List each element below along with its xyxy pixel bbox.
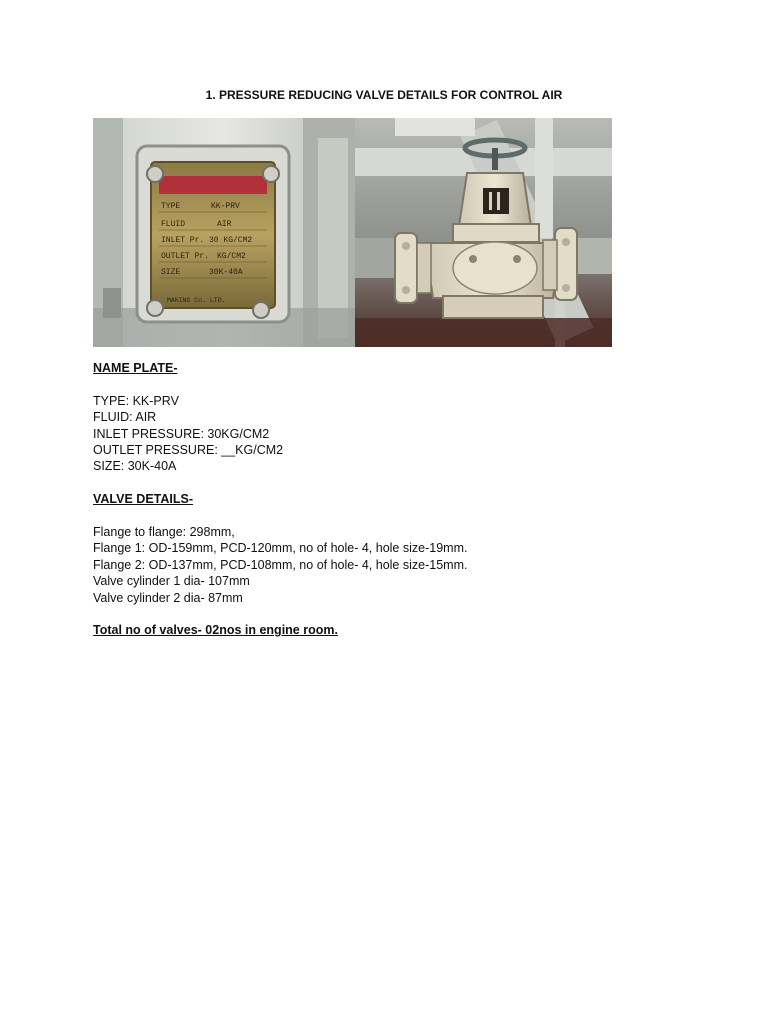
name-plate-type: TYPE: KK-PRV <box>93 393 179 408</box>
valve-detail-cylinder-1: Valve cylinder 1 dia- 107mm <box>93 574 250 589</box>
plate-value-outlet: KG/CM2 <box>217 252 246 261</box>
plate-maker: MAKING Co. LTD. <box>167 297 226 304</box>
plate-line-inlet: INLET Pr. <box>161 236 205 245</box>
valve-detail-cylinder-2: Valve cylinder 2 dia- 87mm <box>93 590 243 605</box>
valve-detail-flange-2: Flange 2: OD-137mm, PCD-108mm, no of hole- 4, hole size-15mm. <box>93 557 468 572</box>
valve-image <box>355 118 612 347</box>
document-body <box>93 360 693 639</box>
plate-line-outlet: OUTLET Pr. <box>161 252 210 261</box>
name-plate-heading: NAME PLATE- <box>93 361 178 375</box>
valve-detail-flange-1: Flange 1: OD-159mm, PCD-120mm, no of hole- 4, hole size-19mm. <box>93 541 468 556</box>
name-plate-size: SIZE: 30K-40A <box>93 459 177 474</box>
valve-detail-flange-to-flange: Flange to flange: 298mm, <box>93 525 235 540</box>
plate-value-size: 30K-40A <box>209 268 243 277</box>
photo-strip <box>93 118 612 347</box>
total-valves-note: Total no of valves- 02nos in engine room. <box>93 623 338 638</box>
plate-line-fluid: FLUID <box>161 220 186 229</box>
plate-value-type: KK-PRV <box>211 202 240 211</box>
name-plate-inlet-pressure: INLET PRESSURE: 30KG/CM2 <box>93 426 270 441</box>
name-plate-photo <box>93 118 355 347</box>
valve-photo <box>355 118 612 347</box>
valve-details-heading: VALVE DETAILS- <box>93 492 193 507</box>
plate-value-fluid: AIR <box>217 220 232 229</box>
plate-line-type: TYPE <box>161 202 181 211</box>
plate-line-size: SIZE <box>161 268 181 277</box>
name-plate-fluid: FLUID: AIR <box>93 410 157 425</box>
document-title: 1. PRESSURE REDUCING VALVE DETAILS FOR CONTROL AIR <box>205 88 563 102</box>
plate-value-inlet: 30 KG/CM2 <box>209 236 253 245</box>
name-plate-image <box>93 118 355 347</box>
name-plate-outlet-pressure: OUTLET PRESSURE: __KG/CM2 <box>93 443 284 458</box>
